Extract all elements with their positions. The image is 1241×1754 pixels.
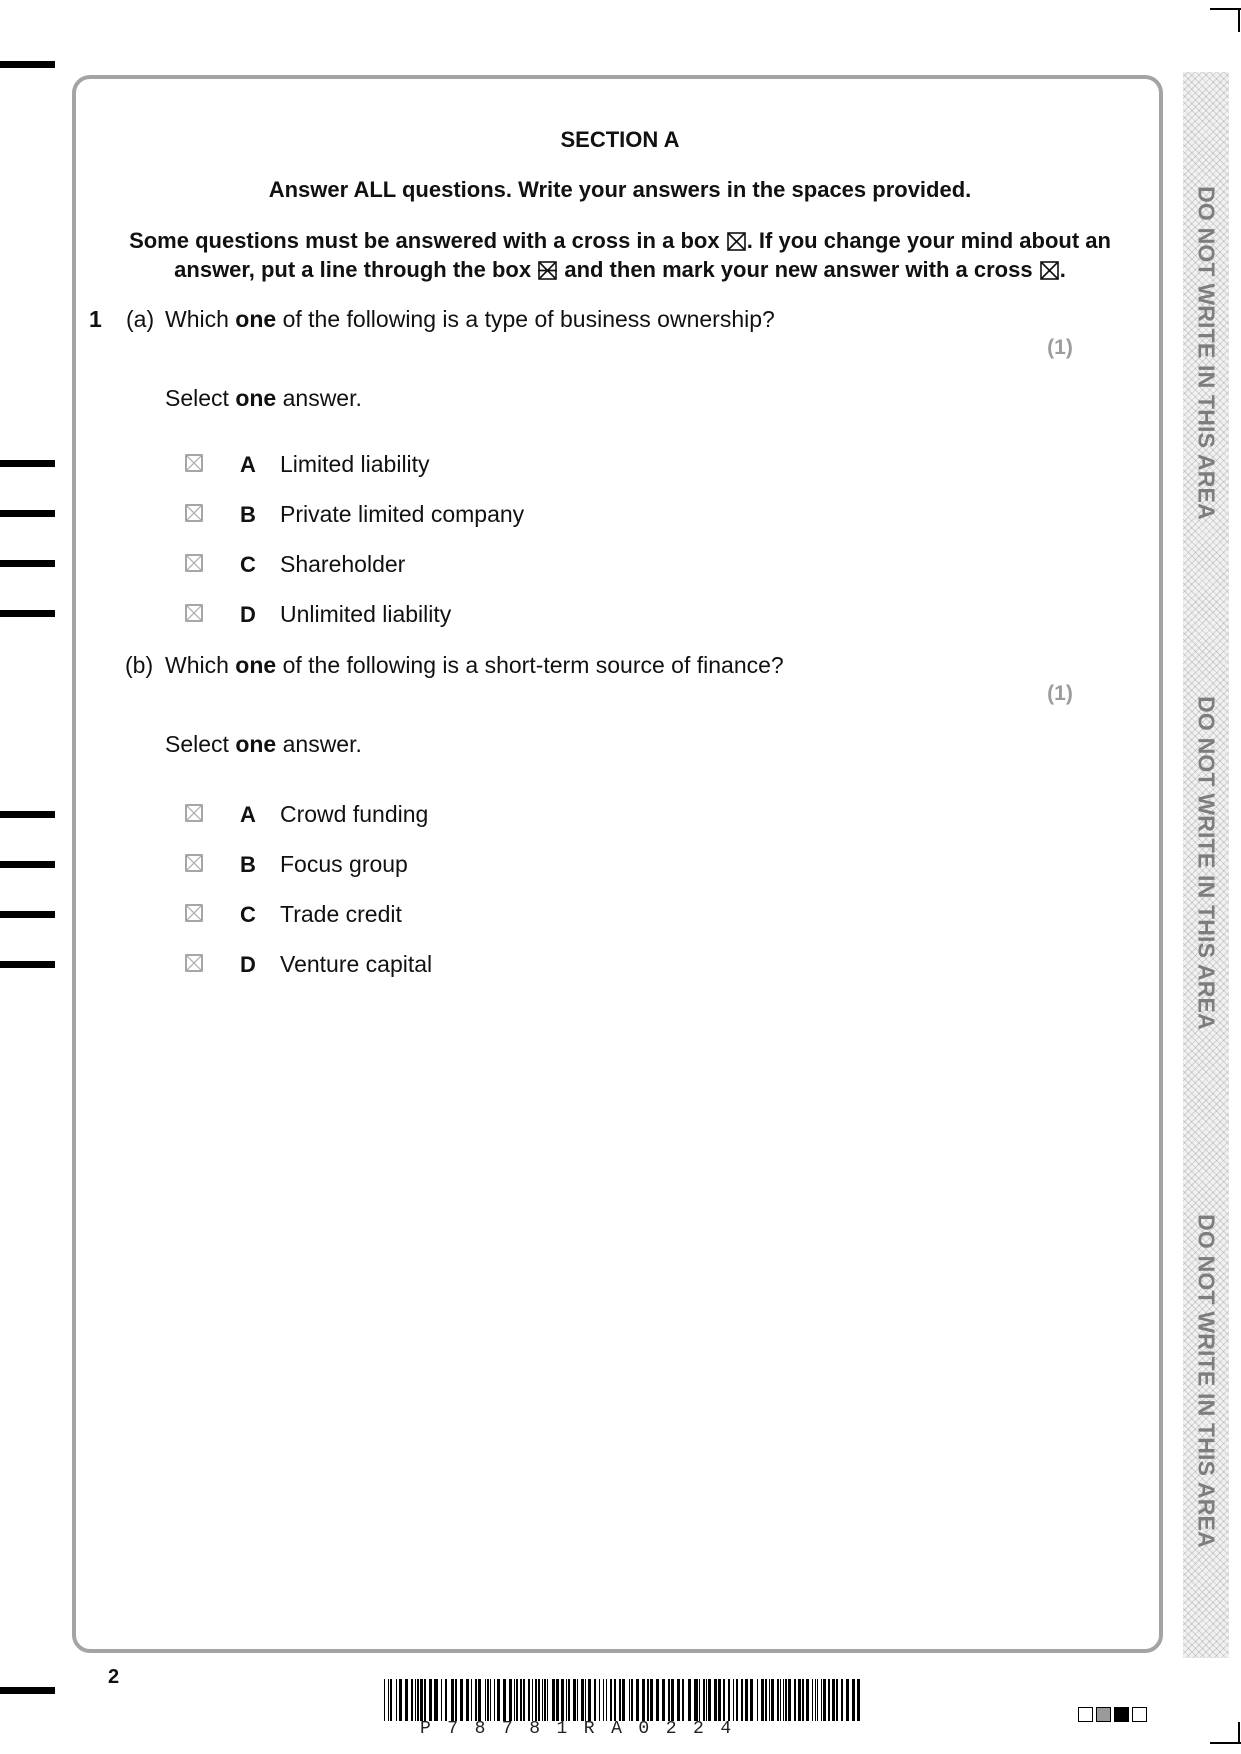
- barcode-bar: [487, 1679, 489, 1721]
- barcode-bar: [445, 1679, 447, 1721]
- barcode-bar: [723, 1679, 725, 1721]
- answer-checkbox-1b-b[interactable]: [185, 854, 203, 872]
- timing-mark: [0, 560, 55, 567]
- barcode-bar: [585, 1679, 586, 1721]
- question-emphasis: one: [235, 306, 277, 332]
- barcode-bar: [718, 1679, 721, 1721]
- barcode-bar: [384, 1679, 385, 1721]
- barcode-bar: [503, 1679, 506, 1721]
- barcode-bar: [815, 1679, 816, 1721]
- barcode-bar: [497, 1679, 500, 1721]
- select-text: Select: [165, 731, 229, 757]
- instruction-answer-all: Answer ALL questions. Write your answers in the spaces provided.: [268, 177, 972, 202]
- barcode-bar: [694, 1679, 698, 1721]
- answer-checkbox-1b-d[interactable]: [185, 954, 203, 972]
- instruction-text: . If you change your mind about an: [746, 228, 1111, 253]
- barcode-bar: [794, 1679, 796, 1721]
- question-text: Which: [165, 652, 229, 678]
- timing-mark: [0, 460, 55, 467]
- select-text: answer.: [282, 385, 362, 411]
- crop-mark: [1210, 8, 1241, 10]
- barcode: [384, 1679, 864, 1721]
- barcode-bar: [741, 1679, 743, 1721]
- barcode-bar: [390, 1679, 392, 1721]
- print-registration-square: [1078, 1707, 1093, 1722]
- select-emphasis: one: [235, 731, 277, 757]
- barcode-bar: [688, 1679, 691, 1721]
- barcode-bar: [588, 1679, 591, 1721]
- barcode-bar: [434, 1679, 438, 1721]
- barcode-bar: [728, 1679, 730, 1721]
- barcode-bar: [405, 1679, 408, 1721]
- barcode-bar: [528, 1679, 530, 1721]
- barcode-bar: [544, 1679, 546, 1721]
- option-letter: D: [240, 952, 256, 977]
- option-letter: D: [240, 602, 256, 627]
- section-heading: SECTION A: [560, 127, 680, 152]
- instruction-text: and then mark your new answer with a cross: [564, 257, 1033, 282]
- barcode-bar: [415, 1679, 416, 1721]
- barcode-bar: [451, 1679, 454, 1721]
- barcode-bar: [714, 1679, 717, 1721]
- barcode-bar: [532, 1679, 533, 1721]
- barcode-bar: [603, 1679, 604, 1721]
- instruction-text: answer, put a line through the box: [174, 257, 532, 282]
- marks-allocation: (1): [1047, 682, 1073, 705]
- barcode-bar: [475, 1679, 477, 1721]
- timing-mark: [0, 61, 55, 68]
- barcode-bar: [538, 1679, 540, 1721]
- barcode-bar: [677, 1679, 680, 1721]
- barcode-bar: [466, 1679, 469, 1721]
- barcode-bar: [821, 1679, 822, 1721]
- barcode-bar: [636, 1679, 639, 1721]
- barcode-bar: [650, 1679, 653, 1721]
- margin-warning-bottom: DO NOT WRITE IN THIS AREA: [1193, 1214, 1220, 1548]
- barcode-bar: [388, 1679, 389, 1721]
- barcode-bar: [399, 1679, 402, 1721]
- barcode-bar: [556, 1679, 559, 1721]
- barcode-bar: [761, 1679, 764, 1721]
- barcode-bar: [812, 1679, 813, 1721]
- barcode-bar: [542, 1679, 543, 1721]
- barcode-bar: [552, 1679, 555, 1721]
- option-text: Private limited company: [280, 501, 525, 527]
- barcode-bar: [516, 1679, 518, 1721]
- answer-checkbox-1b-a[interactable]: [185, 804, 203, 822]
- barcode-bar: [798, 1679, 801, 1721]
- question-text: of the following is a type of business ownership?: [282, 306, 775, 332]
- print-registration-square: [1114, 1707, 1129, 1722]
- option-text: Crowd funding: [280, 801, 429, 827]
- option-text: Focus group: [280, 851, 408, 877]
- barcode-bar: [471, 1679, 472, 1721]
- barcode-bar: [771, 1679, 774, 1721]
- page-number: 2: [108, 1666, 120, 1688]
- barcode-bar: [581, 1679, 584, 1721]
- barcode-bar: [411, 1679, 413, 1721]
- timing-mark: [0, 1687, 55, 1694]
- barcode-bar: [841, 1679, 843, 1721]
- option-text: Trade credit: [280, 901, 402, 927]
- barcode-bar: [494, 1679, 495, 1721]
- barcode-bar: [619, 1679, 621, 1721]
- option-text: Limited liability: [280, 451, 430, 477]
- question-part-label: (b): [125, 652, 154, 678]
- crop-mark: [1238, 8, 1240, 32]
- barcode-bar: [817, 1679, 818, 1721]
- barcode-bar: [396, 1679, 397, 1721]
- barcode-bar: [671, 1679, 674, 1721]
- timing-mark: [0, 861, 55, 868]
- barcode-bar: [788, 1679, 791, 1721]
- barcode-bar: [828, 1679, 830, 1721]
- barcode-bar: [478, 1679, 481, 1721]
- barcode-bar: [836, 1679, 838, 1721]
- barcode-number: P78781RA0224: [420, 1719, 748, 1739]
- question-1b-text: [165, 652, 784, 679]
- select-instruction: [165, 731, 362, 758]
- barcode-bar: [460, 1679, 463, 1721]
- answer-checkbox-1b-c[interactable]: [185, 904, 203, 922]
- barcode-bar: [783, 1679, 784, 1721]
- question-number: 1: [89, 306, 102, 332]
- barcode-bar: [769, 1679, 770, 1721]
- question-text: of the following is a short-term source of finance?: [282, 652, 784, 678]
- barcode-bar: [561, 1679, 564, 1721]
- barcode-bar: [568, 1679, 570, 1721]
- option-letter: A: [240, 802, 256, 827]
- barcode-bar: [485, 1679, 486, 1721]
- instruction-cross-box: [80, 226, 1160, 284]
- barcode-bar: [668, 1679, 670, 1721]
- barcode-bar: [606, 1679, 607, 1721]
- barcode-bar: [610, 1679, 612, 1721]
- barcode-bar: [424, 1679, 426, 1721]
- option-text: Shareholder: [280, 551, 406, 577]
- barcode-bar: [642, 1679, 645, 1721]
- barcode-bar: [832, 1679, 835, 1721]
- barcode-bar: [706, 1679, 707, 1721]
- barcode-bar: [535, 1679, 537, 1721]
- barcode-bar: [455, 1679, 457, 1721]
- barcode-bar: [509, 1679, 512, 1721]
- barcode-bar: [785, 1679, 787, 1721]
- print-registration-square: [1132, 1707, 1147, 1722]
- barcode-bar: [757, 1679, 758, 1721]
- margin-warning-top: DO NOT WRITE IN THIS AREA: [1193, 186, 1220, 520]
- barcode-bar: [852, 1679, 855, 1721]
- barcode-bar: [429, 1679, 432, 1721]
- barcode-bar: [765, 1679, 767, 1721]
- barcode-bar: [656, 1679, 659, 1721]
- barcode-bar: [857, 1679, 860, 1721]
- barcode-bar: [629, 1679, 630, 1721]
- barcode-bar: [614, 1679, 616, 1721]
- barcode-bar: [490, 1679, 491, 1721]
- select-instruction: [165, 385, 362, 412]
- barcode-bar: [599, 1679, 600, 1721]
- timing-mark: [0, 811, 55, 818]
- barcode-bar: [806, 1679, 809, 1721]
- print-registration-square: [1096, 1707, 1111, 1722]
- option-letter: A: [240, 452, 256, 477]
- instruction-text: .: [1059, 257, 1066, 282]
- barcode-bar: [699, 1679, 700, 1721]
- barcode-bar: [514, 1679, 515, 1721]
- barcode-bar: [523, 1679, 525, 1721]
- barcode-bar: [417, 1679, 419, 1721]
- option-letter: C: [240, 552, 256, 577]
- marks-allocation: (1): [1047, 336, 1073, 359]
- barcode-bar: [708, 1679, 711, 1721]
- barcode-bar: [573, 1679, 576, 1721]
- barcode-bar: [736, 1679, 738, 1721]
- barcode-bar: [420, 1679, 423, 1721]
- margin-warning-middle: DO NOT WRITE IN THIS AREA: [1193, 696, 1220, 1030]
- timing-mark: [0, 911, 55, 918]
- question-part-label: (a): [126, 306, 155, 332]
- barcode-bar: [802, 1679, 804, 1721]
- barcode-bar: [750, 1679, 753, 1721]
- barcode-bar: [823, 1679, 826, 1721]
- crossed-box-icon: [727, 232, 746, 251]
- barcode-bar: [777, 1679, 779, 1721]
- barcode-bar: [547, 1679, 548, 1721]
- crop-mark: [1238, 1722, 1240, 1744]
- barcode-bar: [780, 1679, 781, 1721]
- instruction-text: Some questions must be answered with a cross in a box: [129, 228, 720, 253]
- barcode-bar: [733, 1679, 734, 1721]
- barcode-bar: [622, 1679, 625, 1721]
- barcode-bar: [745, 1679, 748, 1721]
- select-text: Select: [165, 385, 229, 411]
- question-text: Which: [165, 306, 229, 332]
- barcode-bar: [631, 1679, 633, 1721]
- barcode-bar: [566, 1679, 567, 1721]
- select-text: answer.: [282, 731, 362, 757]
- answer-checkbox-1a-d[interactable]: [185, 604, 203, 622]
- timing-mark: [0, 961, 55, 968]
- barcode-bar: [846, 1679, 849, 1721]
- question-emphasis: one: [235, 652, 277, 678]
- barcode-bar: [577, 1679, 578, 1721]
- struck-through-box-icon: [538, 261, 557, 280]
- barcode-bar: [703, 1679, 705, 1721]
- barcode-bar: [662, 1679, 665, 1721]
- select-emphasis: one: [235, 385, 277, 411]
- answer-checkbox-1a-b[interactable]: [185, 504, 203, 522]
- question-1a-text: [165, 306, 775, 333]
- barcode-bar: [647, 1679, 649, 1721]
- option-text: Unlimited liability: [280, 601, 452, 627]
- option-letter: B: [240, 852, 256, 877]
- barcode-bar: [594, 1679, 596, 1721]
- barcode-bar: [441, 1679, 442, 1721]
- answer-checkbox-1a-a[interactable]: [185, 454, 203, 472]
- answer-checkbox-1a-c[interactable]: [185, 554, 203, 572]
- crossed-box-icon: [1040, 261, 1059, 280]
- option-text: Venture capital: [280, 951, 433, 977]
- crop-mark: [1210, 1742, 1241, 1744]
- barcode-bar: [520, 1679, 522, 1721]
- option-letter: B: [240, 502, 256, 527]
- timing-mark: [0, 510, 55, 517]
- barcode-bar: [682, 1679, 684, 1721]
- option-letter: C: [240, 902, 256, 927]
- timing-mark: [0, 610, 55, 617]
